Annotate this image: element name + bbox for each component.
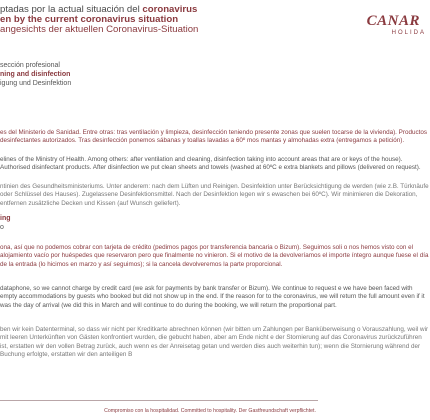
logo-wordmark: CANAR (366, 13, 420, 29)
cleaning-heading-spanish: sección profesional (0, 62, 60, 69)
cleaning-paragraph-english: elines of the Ministry of Health. Among others: after ventilation and cleaning, disinfection taking into account areas that are or keys of the house). Authorised disinfectant products. After disinfection we put clean sheets and towels (washed at 60ºC e extra blankets and pillows (delivered on request). (0, 156, 421, 172)
payment-paragraph-german: ben wir kein Datenterminal, so dass wir nicht per Kreditkarte abrechnen können (wir bitten um Zahlungen per Banküberweisung o Vorauszahlung, weil wir mit leeren Unterkünften von Gästen konfrontiert wurden, die gebucht haben, aber am Ende nicht e der Stornierung auf das Coronavirus zurückzuführen ist, erstatten wir den vollen Betrag zurück, auch wenn es der Anreisetag getan und werden dies auch weiterhin tun); wenn die Stornierung während der Buchung erfolgte, erstatten wir den anteiligen B (0, 326, 429, 359)
payment-paragraph-english: dataphone, so we cannot charge by credit card (we ask for payments by bank transfer or Bizum). We continue to request e we have been faced with empty accommodations by guests who booked but did not show up in the end. If the reason for to the coronavirus, we will return the full amount even if it was the day of arrival (we did this in March and will continue to do during the booking, we will return the proportional part. (0, 285, 425, 309)
cleaning-heading-english: ning and disinfection (0, 71, 71, 78)
footer-divider (0, 400, 318, 401)
payment-paragraph-spanish: ona, así que no podemos cobrar con tarjeta de crédito (pedimos pagos por transferencia bancaria o Bizum). Seguimos soli o nos hemos visto con el alojamiento vacío por huéspedes que reservaron pero que finalmente no vinieron. Si el motivo de la devolveríamos el importe íntegro aunque fuese el día de la entrada (lo hicimos en marzo y así seguimos); si la cancela devolveremos la parte proporcional. (0, 244, 429, 268)
payment-heading-english: ing (0, 215, 11, 222)
title-german: angesichts der aktuellen Coronavirus-Situation (0, 24, 199, 35)
title-english: en by the current coronavirus situation (0, 14, 179, 25)
title-spanish-text: ptadas por la actual situación del (0, 4, 143, 15)
cleaning-paragraph-german: ntinien des Gesundheitsministeriums. Unter anderem: nach dem Lüften und Reinigen. Desinfektion unter Berücksichtigung de werden (wie z.B. Türknäufe oder Schlüssel des Hauses). Zugelassene Desinfektionsmittel. Nach der Desinfektion legen wir s ewaschen bei 60ºC). Wir minimieren die Dekoration, entfernen zusätzliche Decken und Kissen (auf Wunsch geliefert). (0, 183, 429, 207)
logo-subtitle: HOLIDA (391, 30, 426, 36)
cleaning-heading-german: igung und Desinfektion (0, 80, 72, 87)
cleaning-paragraph-spanish: es del Ministerio de Sanidad. Entre otras: tras ventilación y limpieza, desinfección teniendo presente zonas que suelen tocarse de la vivienda). Productos desinfectantes autorizados. Tras desinfección ponemos sábanas y toallas lavadas a 60º mos mantas y almohadas extra (entregamos a petición). (0, 129, 428, 145)
payment-heading-german: o (0, 224, 4, 231)
footer-tagline: Compromiso con la hospitalidad. Committed to hospitality. Der Gastfreundschaft verpflichtet. (104, 408, 316, 414)
title-spanish-highlight: coronavirus (142, 4, 198, 15)
brand-logo (366, 13, 426, 37)
